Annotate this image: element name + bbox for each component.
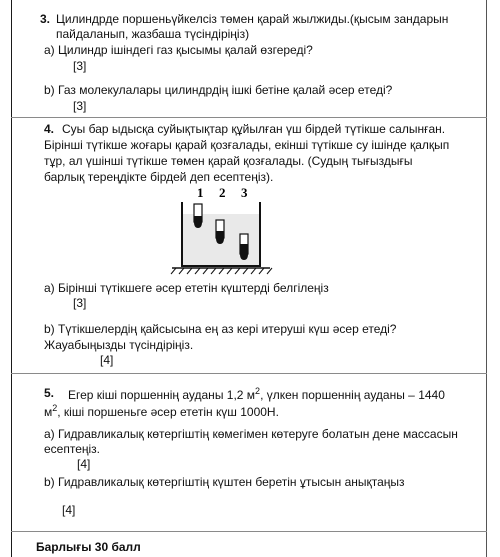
question-text: пайдаланып, жазбаша түсіндіріңіз) xyxy=(56,27,250,41)
subquestion-b: b) Түтікшелердің қайсысына ең аз кері итеруші күш әсер етеді? xyxy=(44,322,397,336)
question-text: тұр, ал үшінші түтікше төмен қарай қозғалады. (Судың тығыздығы xyxy=(44,154,413,168)
question-number: 4. xyxy=(44,122,55,136)
question-text: $м^2$, кіші поршеньге әсер ететін күш 1000Н. xyxy=(44,403,279,419)
subquestion-b: b) Газ молекулалары цилиндрдің ішкі бетіне қалай әсер етеді? xyxy=(44,83,393,97)
tube-3 xyxy=(240,234,248,260)
marks: [3] xyxy=(73,296,87,310)
tube-2 xyxy=(216,220,224,244)
marks: [4] xyxy=(77,457,91,471)
tubes-figure xyxy=(170,184,280,276)
marks: [3] xyxy=(73,59,87,73)
total-score: Барлығы 30 балл xyxy=(36,540,141,554)
question-number: 5. xyxy=(44,386,55,400)
subquestion-b: b) Гидравликалық көтергіштің күштен беретін ұтысын анықтаңыз xyxy=(44,475,405,489)
tube-1 xyxy=(194,204,202,228)
question-text: Бірінші түтікше жоғары қарай қозғалады, екінші түтікше су ішінде қалқып xyxy=(44,138,450,152)
divider xyxy=(11,117,487,118)
subquestion-a: a) Цилиндр ішіндегі газ қысымы қалай өзгереді? xyxy=(44,43,313,57)
marks: [3] xyxy=(73,99,87,113)
subquestion-a: a) Бірінші түтікшеге әсер ететін күштерді белгілеңіз xyxy=(44,281,329,295)
subquestion-a-cont: есептеңіз. xyxy=(44,442,101,456)
figure-label: 3 xyxy=(241,185,248,200)
question-text: барлық тереңдікте бірдей деп есептеңіз). xyxy=(44,170,274,184)
page-left-border xyxy=(11,0,12,557)
divider xyxy=(11,531,487,532)
question-text: Суы бар ыдысқа суйықтықтар құйылған үш бірдей түтікше салынған. xyxy=(62,122,446,136)
subquestion-a: a) Гидравликалық көтергіштің көмегімен көтеруге болатын дене массасын xyxy=(44,427,458,441)
divider xyxy=(11,373,487,374)
ground-hatching xyxy=(171,268,272,274)
subquestion-b-cont: Жауабыңызды түсіндіріңіз. xyxy=(44,338,194,352)
question-text: Егер кіші поршеннің ауданы 1,2 $м^2$, үлкен поршеннің ауданы – 1440 xyxy=(68,386,445,402)
page-right-border xyxy=(486,0,487,557)
marks: [4] xyxy=(100,353,114,367)
figure-label: 2 xyxy=(219,185,226,200)
question-number: 3. xyxy=(40,12,51,26)
figure-label: 1 xyxy=(197,185,204,200)
marks: [4] xyxy=(62,503,76,517)
question-text: Цилиндрде поршеньүйкелсіз төмен қарай жылжиды.(қысым зандарын xyxy=(56,12,449,26)
